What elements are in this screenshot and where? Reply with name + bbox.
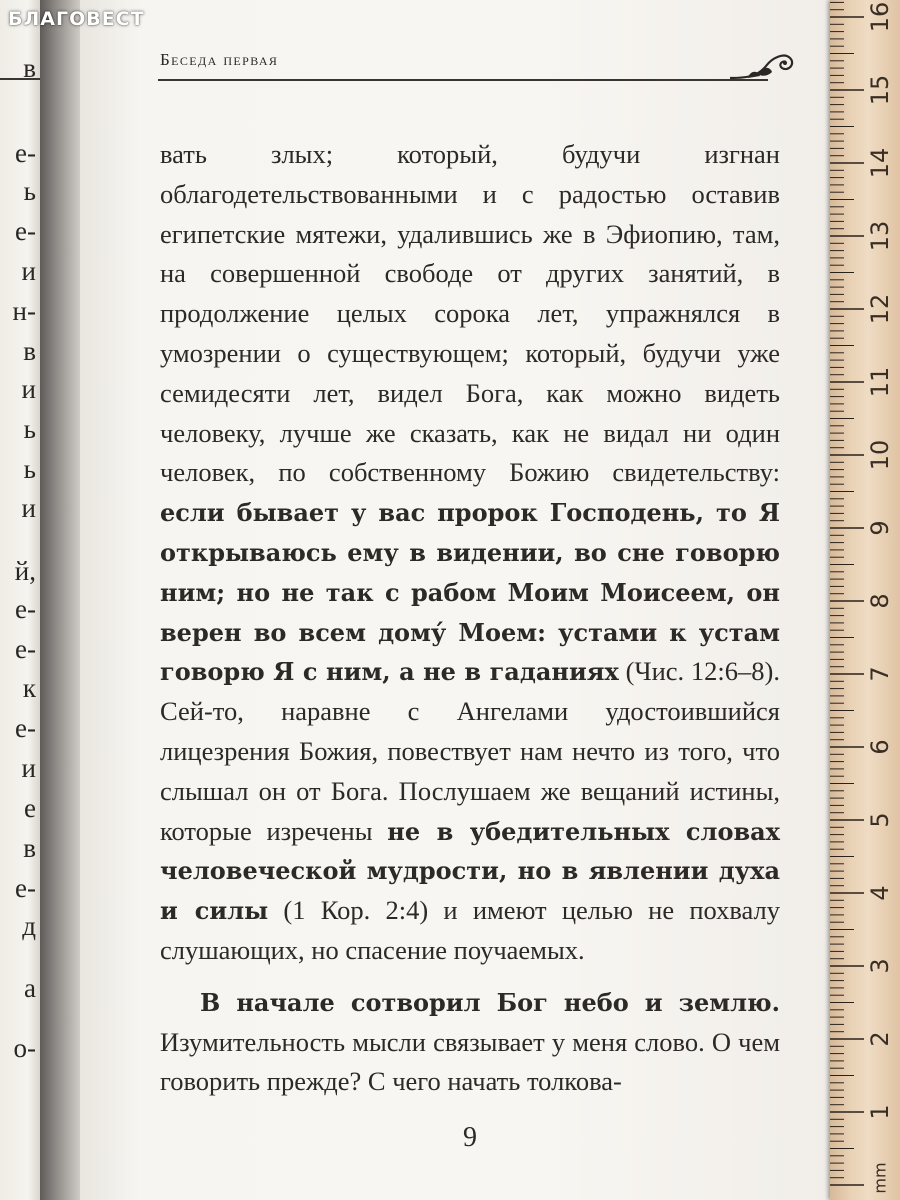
ruler-number: 3 — [866, 958, 894, 974]
ruler-number: 1 — [866, 1104, 894, 1120]
ruler-scale — [830, 0, 900, 1200]
facing-page-fragment: ь — [23, 454, 36, 484]
ruler-number: 2 — [866, 1031, 894, 1047]
ruler-number: 14 — [866, 147, 894, 179]
text-run: Изумительность мысли связывает у меня слово. О чем говорить прежде? С чего начать толкова- — [160, 1026, 780, 1097]
book-gutter — [40, 0, 80, 1200]
ruler-unit-label: mm — [870, 1162, 890, 1194]
facing-page-fragment: е- — [15, 594, 36, 624]
facing-page-fragment: ь — [23, 414, 36, 444]
ruler-number: 6 — [866, 739, 894, 755]
running-head: Беседа первая — [160, 50, 279, 69]
page-number: 9 — [463, 1122, 477, 1153]
facing-page-fragment: о- — [13, 1033, 36, 1063]
facing-page-fragment: ь — [23, 176, 36, 206]
paragraph-2 — [160, 983, 780, 1102]
ruler-number: 4 — [866, 885, 894, 901]
facing-page-fragment: н- — [12, 296, 36, 326]
facing-page-fragment: е- — [15, 634, 36, 664]
facing-page-fragment: и — [21, 256, 36, 286]
ruler-number: 10 — [866, 439, 894, 471]
ruler-number: 13 — [866, 220, 894, 252]
ruler-number: 12 — [866, 293, 894, 325]
text-run: (Чис. 12:6–8). Сей-то, наравне с Ангелами удостоившийся лицезрения Божия, повествует нам нечто из того, что слышал он от Бога. Послушаем же вещаний истины, которые изречены — [160, 656, 780, 846]
facing-page-fragment: е- — [15, 216, 36, 246]
facing-page-fragment: и — [21, 493, 36, 523]
ruler-number: 9 — [866, 520, 894, 536]
facing-page-fragment: е- — [15, 138, 36, 168]
facing-page-fragment: и — [21, 753, 36, 783]
facing-page-fragment: й, — [14, 556, 36, 586]
ruler-number: 5 — [866, 812, 894, 828]
text-run: вать злых; который, будучи изгнан облагодетельствованными и с радостью оставив египетские мятежи, удалившись же в Эфиопию, там, на совершенной свободе от других занятий, в продолжение целых сорока лет, упражнялся в умозрении о существующем; который, будучи уже семидесяти лет, видел Бога, как можно видеть человеку, лучше же сказать, как не видал ни один человек, по собственному Божию свидетельству: — [160, 139, 780, 488]
bold-scripture-quote: если бывает у вас пророк Господень, то Я открываюсь ему в видении, во сне говорю ним; но не так с рабом Моим Моисеем, он верен во всем дому́ Моем: устами к устам говорю Я с ним, а не в гаданиях — [160, 498, 780, 687]
facing-page-fragment: к — [22, 673, 36, 703]
book-page — [80, 0, 830, 1200]
facing-page-fragment: д — [22, 911, 36, 941]
facing-page-fragment: а — [24, 973, 36, 1003]
bold-scripture-quote: В начале сотворил Бог небо и землю. — [200, 987, 780, 1017]
facing-page-edge — [0, 0, 40, 1200]
measuring-ruler — [830, 0, 900, 1200]
ruler-number: 8 — [866, 593, 894, 609]
ruler-number: 11 — [866, 366, 894, 398]
facing-page-fragment: и — [21, 374, 36, 404]
facing-page-fragment: в — [23, 833, 36, 863]
facing-page-fragment: е — [24, 793, 36, 823]
brand-logo: БЛАГОВЕСТ — [8, 8, 145, 30]
facing-page-fragment: в — [23, 336, 36, 366]
facing-page-fragment: е- — [15, 713, 36, 743]
ruler-number: 7 — [866, 666, 894, 682]
main-text — [160, 135, 780, 1102]
facing-page-fragment: е- — [15, 873, 36, 903]
running-head-rule — [158, 79, 768, 81]
text-run: (1 Кор. 2:4) и имеют целью не похвалу слушающих, но спасение поучаемых. — [160, 895, 780, 965]
bold-scripture-quote: не в убедительных словах человеческой мудрости, но в явлении духа и силы — [160, 816, 780, 926]
paragraph-1 — [160, 135, 780, 971]
ruler-number: 16 — [866, 1, 894, 33]
ruler-number: 15 — [866, 74, 894, 106]
facing-page-fragment: в — [23, 53, 36, 83]
